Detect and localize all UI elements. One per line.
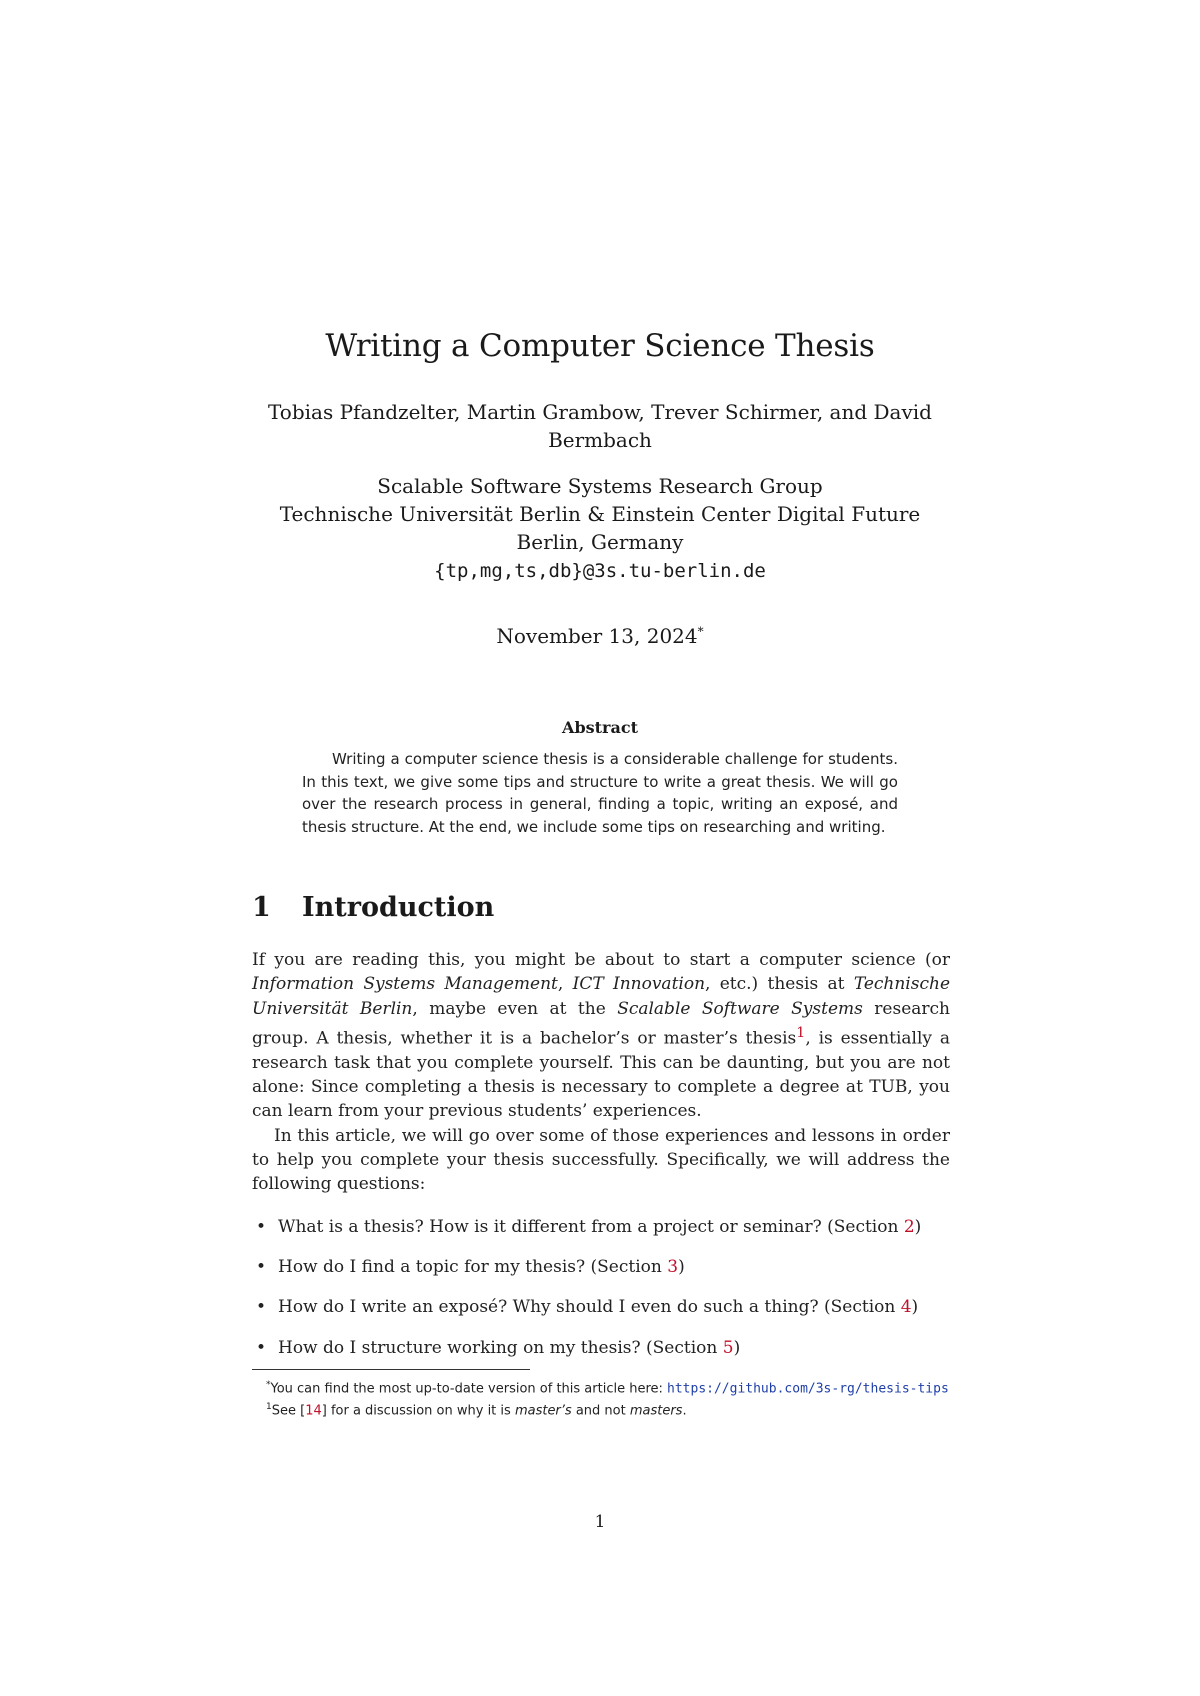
footnote-1 xyxy=(252,1398,956,1420)
list-item-text: How do I structure working on my thesis? (Section xyxy=(278,1337,723,1358)
section-link[interactable]: 2 xyxy=(903,1216,915,1237)
section-link[interactable]: 3 xyxy=(667,1256,679,1277)
email-domain: @3s.tu-berlin.de xyxy=(582,560,766,582)
text-run: If you are reading this, you might be about to start a computer science (or xyxy=(252,950,950,970)
list-item-text: ) xyxy=(678,1256,685,1277)
footnote-mark: 1 xyxy=(266,1402,272,1413)
section-title: Introduction xyxy=(302,892,495,923)
github-link[interactable]: https://github.com/3s-rg/thesis-tips xyxy=(667,1381,949,1397)
email-address xyxy=(0,556,1200,585)
abstract-text: Writing a computer science thesis is a considerable challenge for students. In this text, we give some tips and structure to write a great thesis. We will go over the research process in general, finding a topic, writing an exposé, and thesis structure. At the end, we include some tips on researching and writing. xyxy=(302,750,898,836)
text-run: , xyxy=(557,974,573,995)
section-link[interactable]: 4 xyxy=(900,1297,912,1318)
introduction-body xyxy=(252,948,950,1376)
footnotes xyxy=(252,1376,956,1421)
list-item-text: How do I write an exposé? Why should I even do such a thing? (Section xyxy=(278,1297,901,1318)
list-item xyxy=(256,1336,950,1360)
text-run: , etc.) thesis at xyxy=(705,974,854,995)
bullet-icon: • xyxy=(256,1216,267,1237)
citation-link[interactable]: 14 xyxy=(305,1403,322,1419)
publication-date xyxy=(0,624,1200,648)
bullet-icon: • xyxy=(256,1297,267,1318)
footnote-divider xyxy=(252,1369,530,1370)
emphasis: Technische Universität Berlin xyxy=(252,974,951,1019)
emphasis: masters xyxy=(629,1403,683,1419)
footnote-text: See [ xyxy=(271,1403,306,1419)
authors-line-2: Bermbach xyxy=(548,428,652,452)
section-heading xyxy=(252,892,494,923)
emphasis: Information Systems Management xyxy=(252,974,558,995)
intro-paragraph-1 xyxy=(252,948,950,1124)
page-number: 1 xyxy=(594,1512,606,1532)
bullet-icon: • xyxy=(256,1337,267,1358)
university: Technische Universität Berlin & Einstein Center Digital Future xyxy=(279,502,921,526)
list-item-text: ) xyxy=(733,1337,741,1358)
text-run: , maybe even at the xyxy=(412,998,618,1019)
section-number: 1 xyxy=(252,892,271,923)
affiliation-block xyxy=(0,472,1200,585)
emphasis: Scalable Software Systems xyxy=(617,998,863,1019)
abstract-heading: Abstract xyxy=(562,718,638,737)
question-list xyxy=(252,1215,950,1360)
location: Berlin, Germany xyxy=(516,530,684,554)
list-item-text: How do I find a topic for my thesis? (Section xyxy=(278,1256,668,1277)
emphasis: ICT Innovation xyxy=(572,974,706,995)
date-text: November 13, 2024 xyxy=(496,624,698,648)
research-group: Scalable Software Systems Research Group xyxy=(377,474,823,498)
text-run: research group. A thesis, whether it is a bachelor’s or master’s thesis xyxy=(252,998,950,1049)
paper-title: Writing a Computer Science Thesis xyxy=(325,328,875,364)
date-footnote-mark[interactable]: * xyxy=(697,624,704,639)
list-item xyxy=(256,1255,950,1279)
authors-line-1: Tobias Pfandzelter, Martin Grambow, Trever Schirmer, and David xyxy=(268,400,932,424)
bullet-icon: • xyxy=(256,1256,267,1277)
list-item xyxy=(256,1295,950,1319)
list-item-text: What is a thesis? How is it different from a project or seminar? (Section xyxy=(278,1216,904,1237)
intro-paragraph-2: In this article, we will go over some of those experiences and lessons in order to help you complete your thesis successfully. Specifically, we will address the following questions: xyxy=(252,1125,950,1195)
footnote-text: You can find the most up-to-date version of this article here: xyxy=(270,1381,668,1397)
list-item-text: ) xyxy=(911,1297,919,1318)
emphasis: master’s xyxy=(514,1403,572,1419)
list-item xyxy=(256,1215,950,1239)
email-prefix: {tp,mg,ts,db} xyxy=(434,560,583,582)
section-link[interactable]: 5 xyxy=(722,1337,734,1358)
footnote-text: . xyxy=(682,1403,687,1419)
text-run: , is essentially a research task that you complete yourself. This can be daunting, but you are not alone: Since completing a thesis is necessary to complete a degree at TUB, you can learn from your previous students’ experiences. xyxy=(252,1028,950,1122)
footnote-mark: * xyxy=(266,1380,271,1390)
footnote-text: ] for a discussion on why it is xyxy=(321,1403,515,1419)
footnote-star xyxy=(252,1376,956,1398)
list-item-text: ) xyxy=(914,1216,922,1237)
author-list xyxy=(0,398,1200,454)
footnote-text: and not xyxy=(571,1403,630,1419)
footnote-1-mark[interactable]: 1 xyxy=(796,1024,806,1041)
